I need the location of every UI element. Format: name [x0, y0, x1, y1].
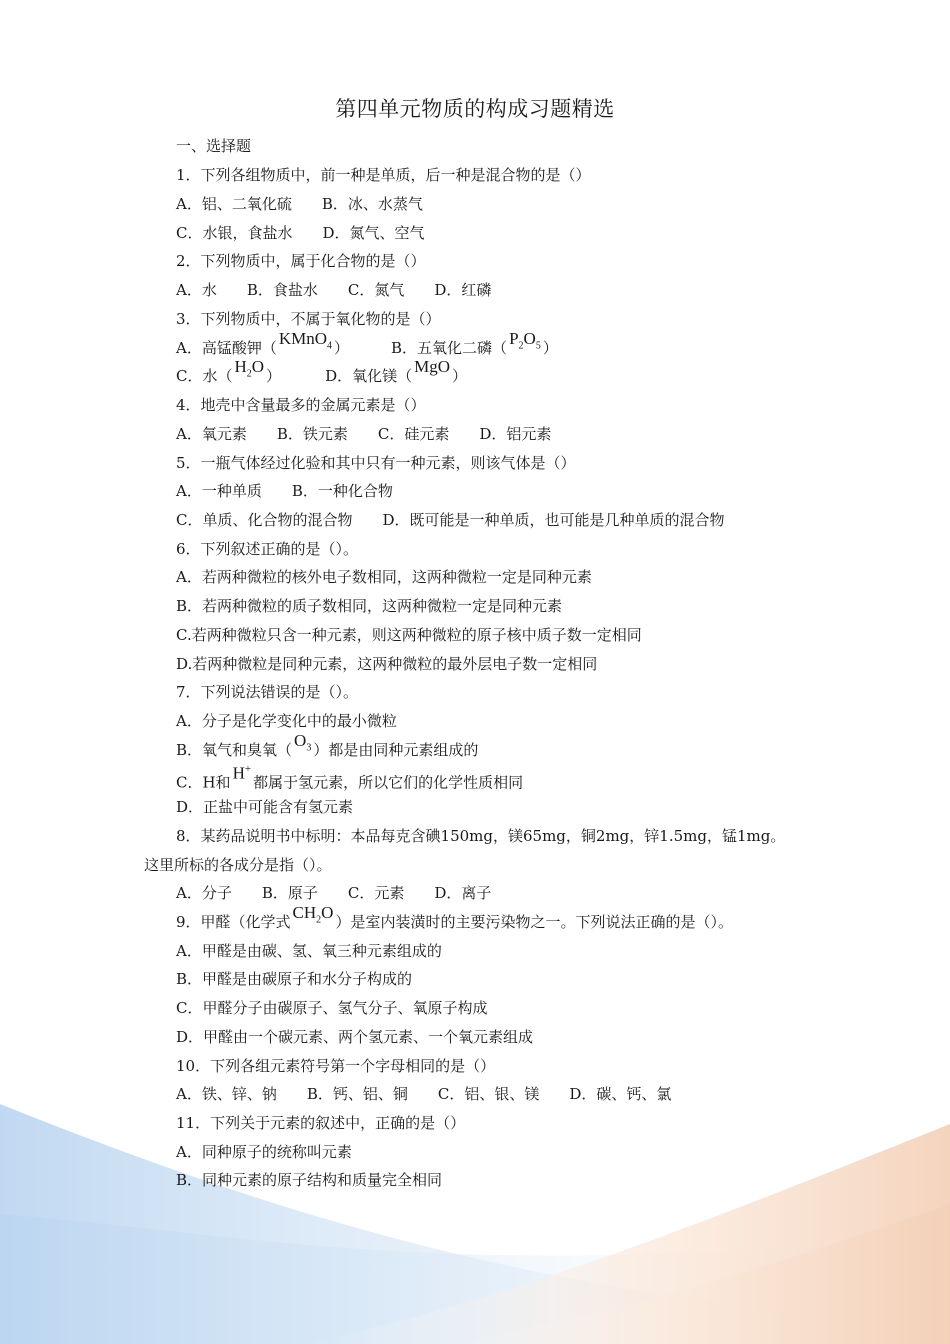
question-6-option-b: B．若两种微粒的质子数相同，这两种微粒一定是同种元素 [176, 597, 563, 615]
question-7-option-a: A．分子是化学变化中的最小微粒 [176, 712, 397, 730]
option-b-close: ） [542, 339, 558, 357]
question-3-options-cd [176, 357, 468, 393]
question-7: 7．下列说法错误的是（）。 [176, 683, 359, 701]
question-4: 4．地壳中含量最多的金属元素是（） [176, 396, 426, 414]
option-a-close: ） [334, 339, 350, 357]
formula-kmno4: KMnO$_4$ [278, 329, 333, 352]
option-c-close: ） [266, 367, 282, 385]
option-d-close: ） [452, 367, 468, 385]
option-d-text: D．氧化镁（ [325, 367, 413, 385]
question-2: 2．下列物质中，属于化合物的是（） [176, 252, 426, 270]
option-b-post: ）都是由同种元素组成的 [313, 741, 479, 759]
question-3-options-ab [176, 329, 558, 365]
question-7-option-c [176, 763, 524, 793]
question-5-options-ab: A．一种单质 B．一种化合物 [176, 482, 393, 500]
formula-p2o5: $P_2O_5$ [509, 329, 541, 352]
question-8-line-1: 8．某药品说明书中标明：本品每克含碘150mg，镁65mg，铜2mg，锌1.5mg，锰1mg。 [176, 827, 786, 845]
formula-o3: $O_3$ [294, 731, 312, 754]
question-11-option-b: B．同种元素的原子结构和质量完全相同 [176, 1171, 443, 1189]
question-6-option-c: C.若两种微粒只含一种元素，则这两种微粒的原子核中质子数一定相同 [176, 626, 642, 644]
question-9-option-d: D．甲醛由一个碳元素、两个氢元素、一个氧元素组成 [176, 1028, 534, 1046]
formula-h2o: $H_2O$ [234, 357, 265, 380]
formula-h-plus: H+ [232, 763, 252, 783]
question-9-post: ）是室内装潢时的主要污染物之一。下列说法正确的是（）。 [335, 913, 733, 931]
option-b-pre: B．氧气和臭氧（ [176, 741, 293, 759]
question-9 [176, 903, 733, 939]
formula-mgo: MgO [414, 357, 450, 376]
option-c-text: C．水（ [176, 367, 233, 385]
question-9-option-b: B．甲醛是由碳原子和水分子构成的 [176, 970, 413, 988]
option-c-pre: C．H和 [176, 773, 231, 792]
question-9-pre: 9．甲醛（化学式 [176, 913, 291, 931]
page-title: 第四单元物质的构成习题精选 [335, 97, 615, 121]
question-1-options-ab: A．铝、二氧化硫 B．冰、水蒸气 [176, 195, 423, 213]
question-1: 1．下列各组物质中，前一种是单质，后一种是混合物的是（） [176, 166, 591, 184]
section-heading: 一、选择题 [176, 137, 252, 155]
question-5-options-cd: C．单质、化合物的混合物 D．既可能是一种单质，也可能是几种单质的混合物 [176, 511, 725, 529]
question-6-option-a: A．若两种微粒的核外电子数相同，这两种微粒一定是同种元素 [176, 568, 592, 586]
question-8-options: A．分子 B．原子 C．元素 D．离子 [176, 884, 492, 902]
question-11-option-a: A．同种原子的统称叫元素 [176, 1143, 352, 1161]
question-9-option-c: C．甲醛分子由碳原子、氢气分子、氧原子构成 [176, 999, 488, 1017]
question-6: 6．下列叙述正确的是（）。 [176, 540, 359, 558]
question-7-option-b [176, 731, 479, 767]
question-2-options: A．水 B．食盐水 C．氮气 D．红磷 [176, 281, 492, 299]
question-8-line-2: 这里所标的各成分是指（）。 [144, 856, 332, 874]
question-4-options: A．氧元素 B．铁元素 C．硅元素 D．铝元素 [176, 425, 552, 443]
option-a-text: A．高锰酸钾（ [176, 339, 277, 357]
formula-ch2o: $CH_2O$ [292, 903, 334, 926]
question-10: 10．下列各组元素符号第一个字母相同的是（） [176, 1057, 496, 1075]
question-6-option-d: D.若两种微粒是同种元素，这两种微粒的最外层电子数一定相同 [176, 655, 598, 673]
question-9-option-a: A．甲醛是由碳、氢、氧三种元素组成的 [176, 942, 442, 960]
option-b-text: B．五氧化二磷（ [391, 339, 508, 357]
question-5: 5．一瓶气体经过化验和其中只有一种元素，则该气体是（） [176, 454, 576, 472]
question-11: 11．下列关于元素的叙述中，正确的是（） [176, 1114, 466, 1132]
question-10-options: A．铁、锌、钠 B．钙、铝、铜 C．铝、银、镁 D．碳、钙、氯 [176, 1085, 672, 1103]
question-3: 3．下列物质中，不属于氧化物的是（） [176, 310, 441, 328]
question-1-options-cd: C．水银，食盐水 D．氮气、空气 [176, 224, 425, 242]
option-c-post: 都属于氢元素，所以它们的化学性质相同 [253, 773, 524, 792]
question-7-option-d: D．正盐中可能含有氢元素 [176, 798, 354, 816]
